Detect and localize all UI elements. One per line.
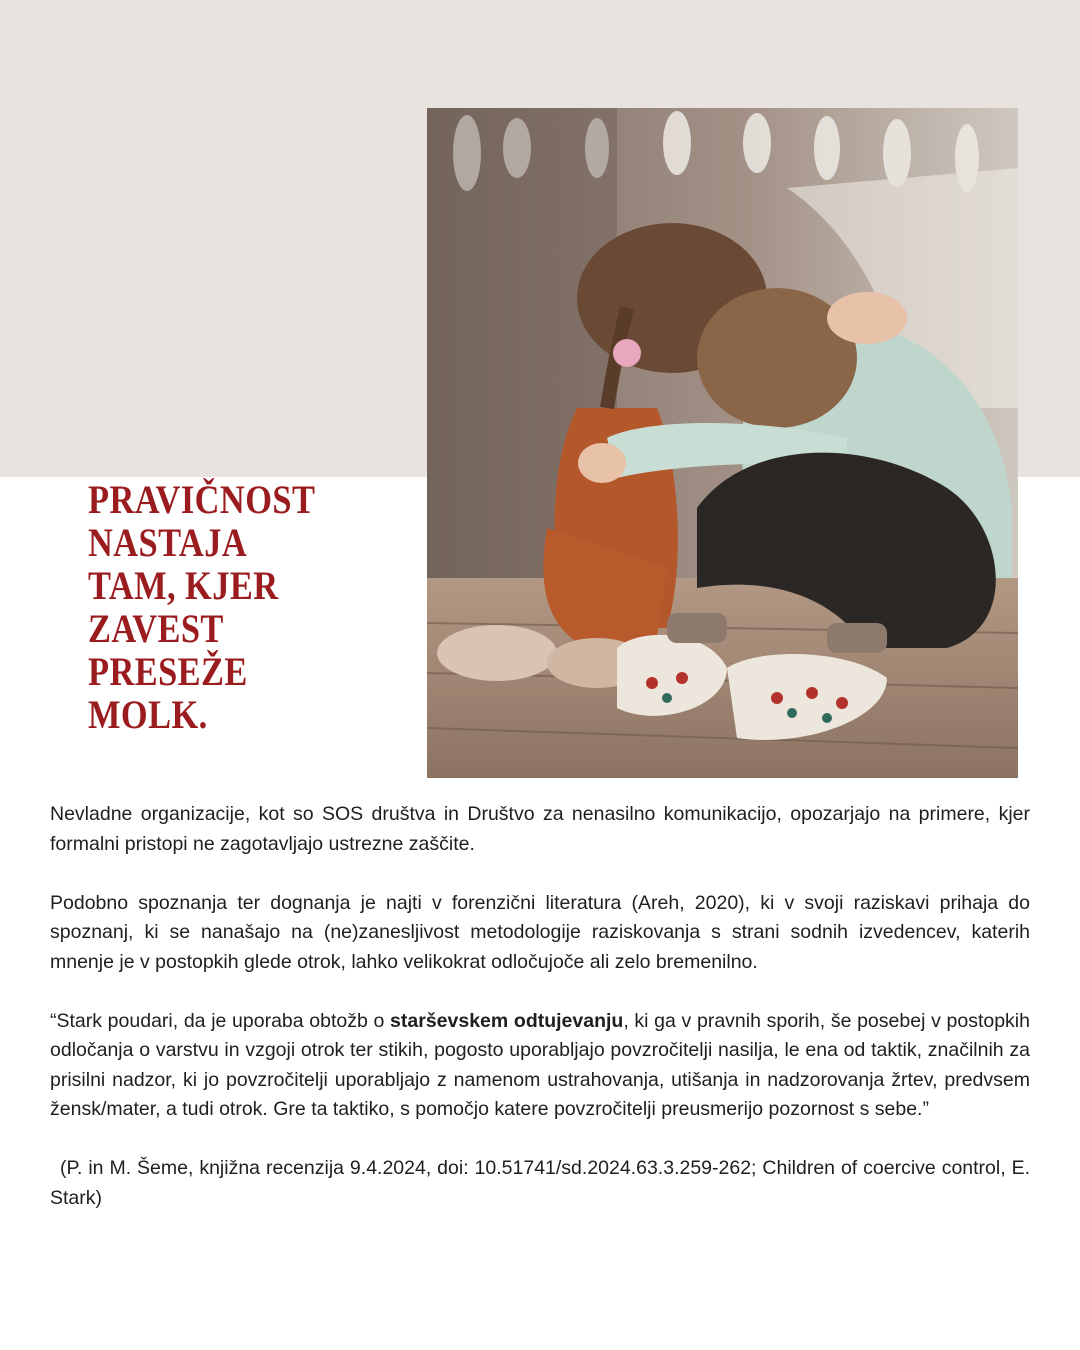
quote-bold-term: starševskem odtujevanju [390,1009,624,1032]
headline [88,478,346,736]
citation: (P. in M. Šeme, knjižna recenzija 9.4.2024, doi: 10.51741/sd.2024.63.3.259-262; Children of coercive control, E. Stark) [50,1157,1030,1209]
children-hugging-photo [427,108,1018,778]
headline-line: ZAVEST [88,606,224,651]
quote-text-end: , ki ga v pravnih sporih, še posebej v postopkih odločanja o varstvu in vzgoji otrok ter stikih, pogosto uporabljajo povzročitelji nasilja, le ena od taktik, značilnih za prisilni nadzor, ki jo povzročitelji uporabljajo z namenom ustrahovanja, utišanja in nadzorovanja žrtev, predvsem žensk/mater, a tudi otrok. Gre ta taktiko, s pomočjo katere povzročitelji preusmerijo pozornost s sebe.” [50,1009,1030,1120]
paragraph-quote [50,1007,1030,1125]
photo-illustration [427,108,1018,778]
paragraph-ngo: Nevladne organizacije, kot so SOS društva in Društvo za nenasilno komunikacijo, opozarjajo na primere, kjer formalni pristopi ne zagotavljajo ustrezne zaščite. [50,803,1030,855]
headline-line: PRAVIČNOST [88,477,316,522]
quote-text-start: “Stark poudari, da je uporaba obtožb o [50,1009,391,1032]
headline-line: NASTAJA [88,520,248,565]
headline-line: MOLK. [88,692,208,737]
article-body [50,800,1030,1243]
headline-line: TAM, KJER [88,563,279,608]
headline-line: PRESEŽE [88,649,248,694]
paragraph-forensic: Podobno spoznanja ter dognanja je najti v forenzični literatura (Areh, 2020), ki v svoji raziskavi prihaja do spoznanj, ki se nanašajo na (ne)zanesljivost metodologije raziskovanja s strani sodnih izvedencev, katerih mnenje je v postopkih glede otrok, lahko velikokrat odločujoče ali zelo bremenilno. [50,891,1030,973]
